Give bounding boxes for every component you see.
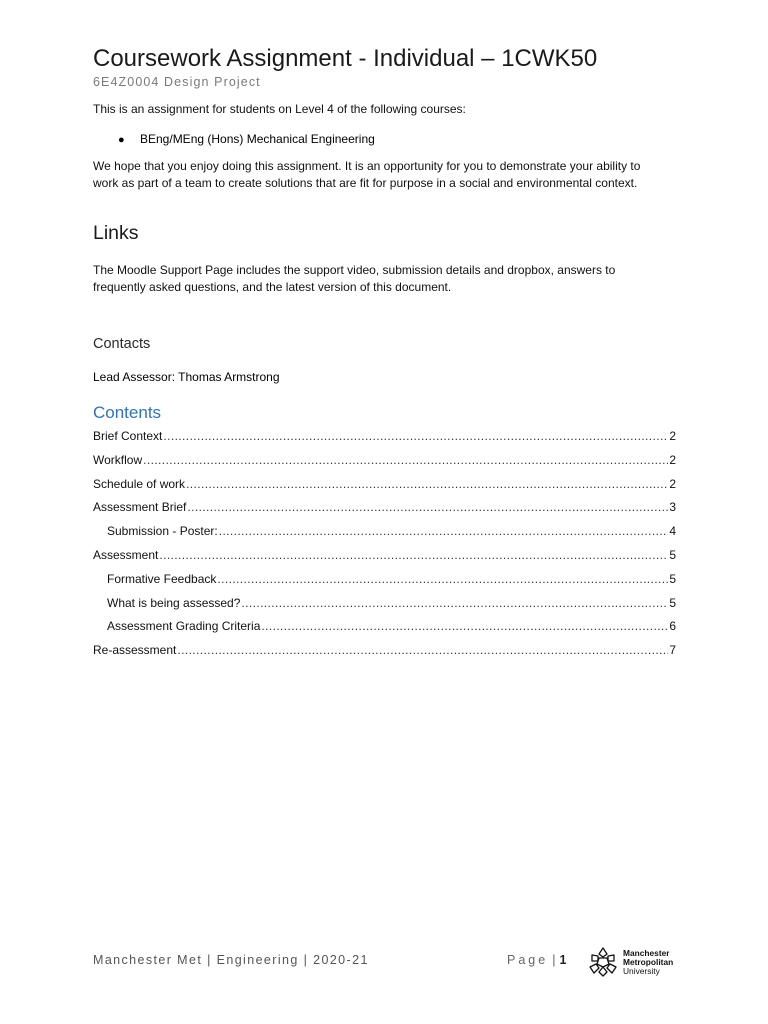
toc-entry-title: Schedule of work: [93, 476, 186, 491]
document-title: Coursework Assignment - Individual – 1CWK50: [93, 45, 598, 72]
intro-text: This is an assignment for students on Level 4 of the following courses:: [93, 102, 466, 116]
contacts-heading: Contacts: [93, 336, 151, 352]
toc-entry-title: Assessment Grading Criteria: [107, 619, 261, 634]
toc-entry-page: 7: [669, 643, 676, 658]
table-of-contents: [93, 428, 676, 666]
toc-leader: [177, 642, 668, 659]
toc-entry-title: Workflow: [93, 452, 143, 467]
toc-entry[interactable]: [93, 428, 676, 452]
description-text: We hope that you enjoy doing this assignment. It is an opportunity for you to demonstrate your ability to work as part of a team to create solutions that are fit for purpose in a social and environmental context.: [93, 159, 641, 190]
footer-page-indicator: [507, 953, 566, 967]
toc-entry-title: Submission - Poster:: [107, 524, 218, 539]
toc-entry[interactable]: [93, 452, 676, 476]
logo-line-1: Manchester: [623, 947, 670, 958]
toc-leader: [217, 571, 668, 588]
links-heading: Links: [93, 222, 139, 244]
logo-line-2: Metropolitan: [623, 956, 674, 967]
toc-entry-page: 2: [669, 429, 676, 443]
toc-leader: [219, 523, 669, 540]
toc-subentry[interactable]: [93, 618, 676, 642]
lead-assessor: Lead Assessor: Thomas Armstrong: [93, 370, 280, 384]
toc-leader: [163, 428, 668, 445]
toc-entry-title: Brief Context: [93, 429, 163, 443]
toc-entry[interactable]: [93, 499, 676, 523]
toc-entry-page: 5: [669, 547, 676, 562]
toc-leader: [159, 547, 668, 564]
toc-entry-title: Assessment: [93, 547, 159, 562]
toc-entry-title: What is being assessed?: [107, 595, 241, 610]
contents-heading: Contents: [93, 403, 162, 422]
toc-entry-page: 3: [669, 500, 676, 515]
toc-entry-page: 2: [669, 452, 676, 467]
footer-text: Manchester Met | Engineering | 2020-21: [93, 953, 369, 967]
toc-entry-page: 4: [669, 524, 676, 539]
toc-entry-page: 5: [669, 571, 676, 586]
toc-entry-page: 2: [669, 476, 676, 491]
course-list-item: [118, 131, 375, 149]
toc-entry[interactable]: [93, 476, 676, 500]
logo-line-3: University: [623, 965, 660, 976]
links-text: The Moodle Support Page includes the support video, submission details and dropbox, answers to frequently asked questions, and the latest version of this document.: [93, 263, 616, 294]
toc-entry-page: 5: [669, 595, 676, 610]
toc-entry-title: Assessment Brief: [93, 500, 187, 515]
university-logo: [586, 944, 686, 980]
toc-subentry[interactable]: [93, 523, 676, 547]
toc-leader: [186, 476, 668, 493]
course-name: BEng/MEng (Hons) Mechanical Engineering: [140, 132, 375, 146]
toc-leader: [143, 452, 668, 469]
page-separator: |: [552, 953, 556, 967]
page-number: 1: [559, 953, 567, 967]
toc-entry[interactable]: [93, 642, 676, 666]
toc-leader: [241, 595, 668, 612]
page-label: Page: [507, 953, 549, 967]
bee-swarm-logo-icon: [586, 945, 620, 979]
document-subtitle: 6E4Z0004 Design Project: [93, 75, 261, 89]
toc-leader: [187, 499, 668, 516]
toc-leader: [261, 618, 668, 635]
logo-wordmark: [623, 949, 673, 976]
toc-entry-title: Formative Feedback: [107, 571, 217, 586]
toc-entry[interactable]: [93, 547, 676, 571]
toc-subentry[interactable]: [93, 571, 676, 595]
toc-subentry[interactable]: [93, 595, 676, 619]
toc-entry-page: 6: [669, 619, 676, 634]
toc-entry-title: Re-assessment: [93, 643, 177, 658]
bullet-icon: ●: [118, 134, 125, 146]
